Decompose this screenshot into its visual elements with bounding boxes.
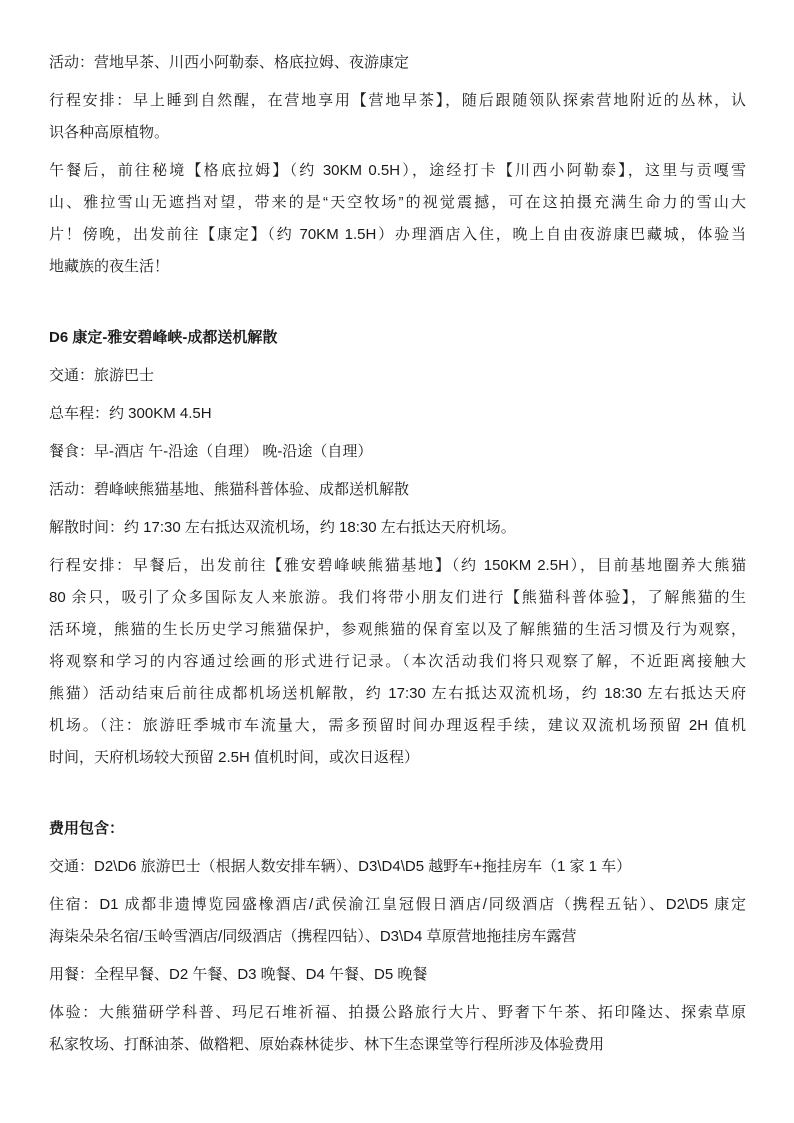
text-line: 行程安排：早餐后，出发前往【雅安碧峰峡熊猫基地】（约 150KM 2.5H），目前基地圈养大熊猫 [49,557,746,574]
text-line: 海柒朵朵名宿/玉岭雪酒店/同级酒店（携程四钻）、D3\D4 草原营地拖挂房车露营 [49,928,577,945]
paragraph [49,85,746,149]
spacer [49,780,746,813]
text-line: 识各种高原植物。 [49,124,170,141]
paragraph [49,512,746,544]
text-line: 餐食：早-酒店 午-沿途（自理） 晚-沿途（自理） [49,443,373,460]
text-line: 活环境，熊猫的生长历史学习熊猫保护，参观熊猫的保育室以及了解熊猫的生活习惯及行为观察， [49,621,746,638]
text-line: 活动：碧峰峡熊猫基地、熊猫科普体验、成都送机解散 [49,481,410,498]
paragraph [49,997,746,1061]
text-line: 交通：旅游巴士 [49,367,155,384]
text-line: 交通：D2\D6 旅游巴士（根据人数安排车辆）、D3\D4\D5 越野车+拖挂房车（1 家 1 车） [49,858,632,875]
paragraph [49,889,746,953]
text-line: 地藏族的夜生活！ [49,258,170,275]
paragraph [49,550,746,774]
paragraph [49,959,746,991]
paragraph [49,398,746,430]
paragraph [49,436,746,468]
paragraph [49,155,746,283]
text-line: 解散时间：约 17:30 左右抵达双流机场，约 18:30 左右抵达天府机场。 [49,519,516,536]
spacer [49,289,746,322]
paragraph [49,360,746,392]
text-line: 用餐：全程早餐、D2 午餐、D3 晚餐、D4 午餐、D5 晚餐 [49,966,428,983]
text-line: 行程安排：早上睡到自然醒，在营地享用【营地早茶】，随后跟随领队探索营地附近的丛林，认 [49,92,746,109]
text-line: 将观察和学习的内容通过绘画的形式进行记录。（本次活动我们将只观察了解，不近距离接触大 [49,653,746,670]
section-heading: 费用包含： [49,820,125,837]
paragraph [49,474,746,506]
section-heading: D6 康定-雅安碧峰峡-成都送机解散 [49,329,278,346]
text-line: 片！傍晚，出发前往【康定】（约 70KM 1.5H）办理酒店入住，晚上自由夜游康巴藏城，体验当 [49,226,746,243]
text-line: 80 余只，吸引了众多国际友人来旅游。我们将带小朋友们进行【熊猫科普体验】，了解熊猫的生 [49,589,746,606]
text-line: 熊猫）活动结束后前往成都机场送机解散，约 17:30 左右抵达双流机场，约 18:30 左右抵达天府 [49,685,746,702]
text-line: 总车程：约 300KM 4.5H [49,405,212,422]
text-line: 活动：营地早茶、川西小阿勒泰、格底拉姆、夜游康定 [49,54,410,71]
text-line: 山、雅拉雪山无遮挡对望，带来的是“天空牧场”的视觉震撼，可在这拍摄充满生命力的雪山大 [49,194,746,211]
document-page [49,47,746,1067]
text-line: 体验：大熊猫研学科普、玛尼石堆祈福、拍摄公路旅行大片、野奢下午茶、拓印隆达、探索草原 [49,1004,746,1021]
paragraph [49,47,746,79]
paragraph [49,851,746,883]
text-line: 机场。（注：旅游旺季城市车流量大，需多预留时间办理返程手续，建议双流机场预留 2H 值机 [49,717,746,734]
text-line: 午餐后，前往秘境【格底拉姆】（约 30KM 0.5H），途经打卡【川西小阿勒泰】，这里与贡嘎雪 [49,162,746,179]
text-line: 住宿：D1 成都非遗博览园盛橡酒店/武侯渝江皇冠假日酒店/同级酒店（携程五钻）、D2\D5 康定 [49,896,746,913]
text-line: 时间，天府机场较大预留 2.5H 值机时间，或次日返程） [49,749,420,766]
text-line: 私家牧场、打酥油茶、做糌粑、原始森林徒步、林下生态课堂等行程所涉及体验费用 [49,1036,605,1053]
